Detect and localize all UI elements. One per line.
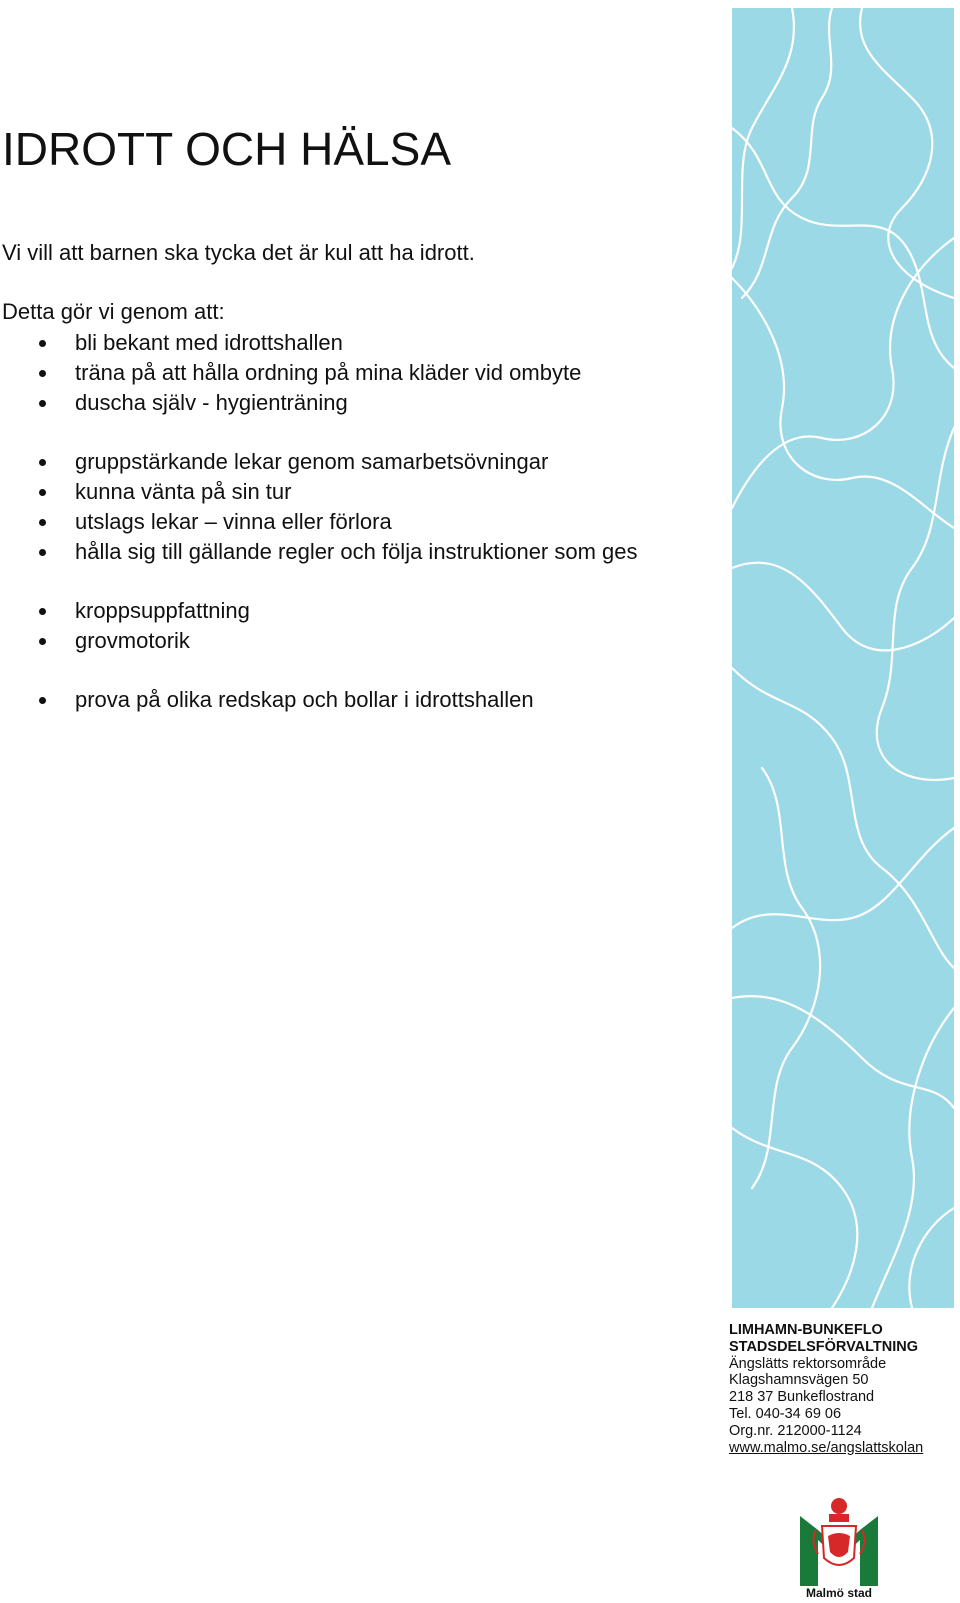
list-item: träna på att hålla ordning på mina kläder vid ombyte (0, 358, 700, 388)
website-link[interactable]: www.malmo.se/angslattskolan (729, 1439, 924, 1456)
list-item: utslags lekar – vinna eller förlora (0, 507, 700, 537)
list-item: duscha själv - hygienträning (0, 388, 700, 418)
list-item: hålla sig till gällande regler och följa instruktioner som ges (0, 537, 700, 567)
postal-address: 218 37 Bunkeflostrand (729, 1389, 875, 1406)
org-name-line1: LIMHAMN-BUNKEFLO (729, 1322, 883, 1338)
lead-text: Detta gör vi genom att: (2, 299, 225, 324)
wave-pattern-icon (732, 8, 954, 1308)
phone-number: Tel. 040-34 69 06 (729, 1405, 842, 1422)
area-name: Ängslätts rektorsområde (729, 1355, 887, 1372)
list-item: bli bekant med idrottshallen (0, 328, 700, 358)
malmo-stad-logo (796, 1496, 882, 1600)
org-number: Org.nr. 212000-1124 (729, 1422, 862, 1439)
street-address: Klagshamnsvägen 50 (729, 1372, 869, 1389)
coat-of-arms-icon (796, 1496, 882, 1586)
list-item: kunna vänta på sin tur (0, 477, 700, 507)
page-title: IDROTT OCH HÄLSA (2, 123, 451, 175)
list-item: kroppsuppfattning (0, 596, 700, 626)
goal-list (0, 328, 700, 715)
contact-block (729, 1322, 957, 1456)
decorative-pattern-panel (732, 8, 954, 1308)
list-item: gruppstärkande lekar genom samarbetsövningar (0, 447, 700, 477)
list-item: grovmotorik (0, 626, 700, 656)
list-item: prova på olika redskap och bollar i idrottshallen (0, 685, 700, 715)
logo-caption: Malmö stad (805, 1586, 872, 1600)
org-name-line2: STADSDELSFÖRVALTNING (729, 1338, 919, 1355)
intro-text: Vi vill att barnen ska tycka det är kul att ha idrott. (2, 240, 475, 265)
